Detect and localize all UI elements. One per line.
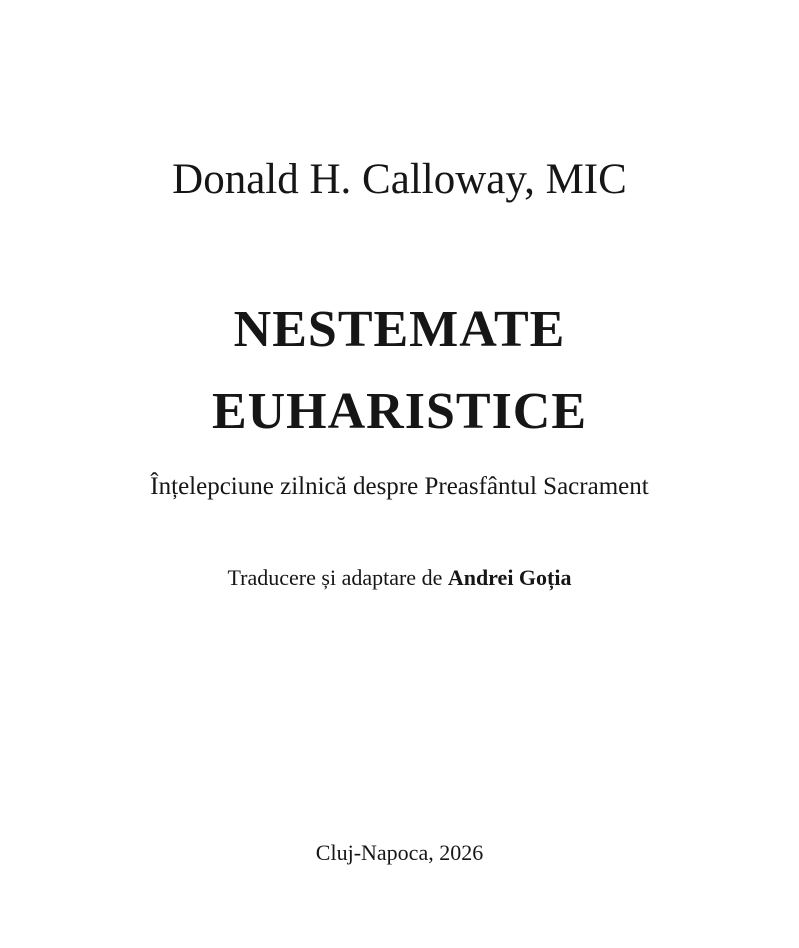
book-subtitle: Înțelepciune zilnică despre Preasfântul Sacrament (150, 473, 649, 500)
translator-prefix: Traducere și adaptare de (227, 565, 448, 590)
author-name: Donald H. Calloway, MIC (172, 156, 627, 203)
translator-credit (0, 563, 799, 593)
book-title-line-2: EUHARISTICE (211, 383, 588, 440)
book-title-line-1: NESTEMATE (233, 301, 566, 358)
place-and-year: Cluj-Napoca, 2026 (315, 840, 484, 865)
translator-name: Andrei Goția (447, 565, 572, 590)
